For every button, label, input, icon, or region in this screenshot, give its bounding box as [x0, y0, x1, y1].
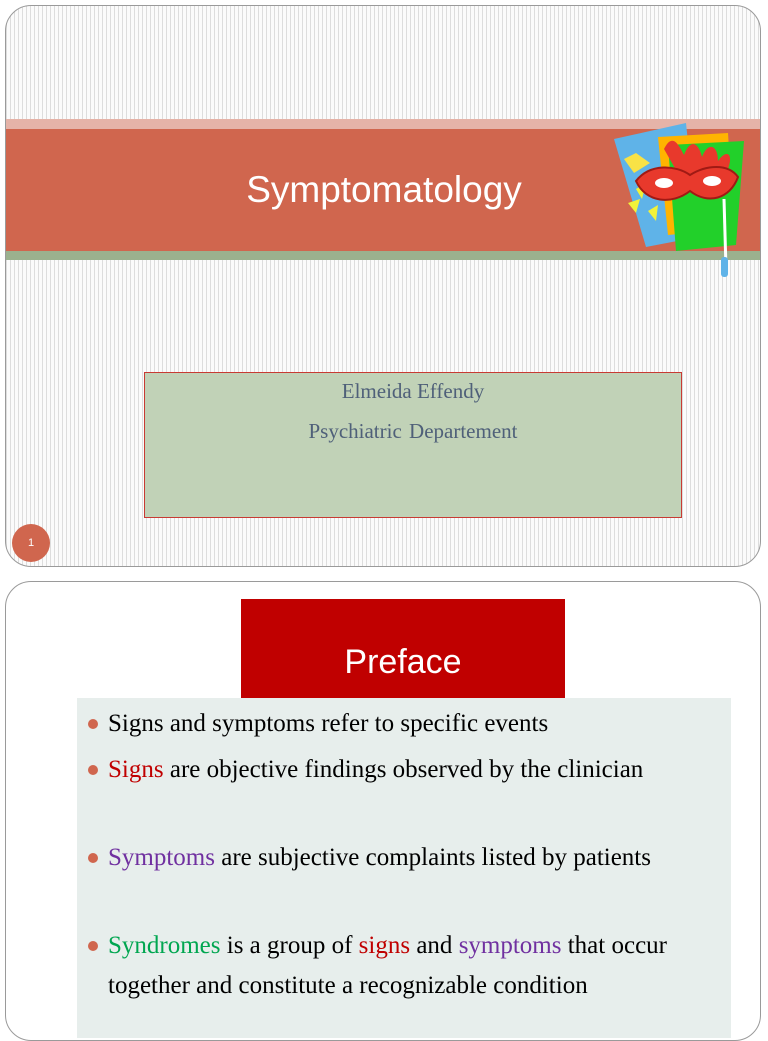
- bullet-content-box: [77, 698, 731, 1038]
- subtitle-box: [144, 372, 682, 518]
- preface-slide: [5, 581, 761, 1041]
- term-syndromes: Syndromes: [108, 932, 221, 959]
- preface-title: Preface: [241, 599, 565, 699]
- bullet-text: is a group of: [220, 932, 359, 959]
- bullet-dot-icon: [88, 853, 98, 863]
- term-symptoms: symptoms: [458, 932, 562, 959]
- bullet-dot-icon: [88, 765, 98, 775]
- bullet-item: [108, 838, 708, 878]
- bullet-item: [108, 926, 708, 1006]
- department-name: Psychiatric Departement: [308, 419, 518, 443]
- bullet-text: that occur together and constitute a recognizable condition: [108, 932, 667, 999]
- title-slide: [5, 5, 761, 567]
- bullet-dot-icon: [88, 719, 98, 729]
- carnival-mask-icon: [606, 119, 752, 281]
- bullet-dot-icon: [88, 941, 98, 951]
- bullet-item: [108, 750, 708, 790]
- bullet-text: and: [410, 932, 459, 959]
- bullet-text: are objective findings observed by the clinician: [163, 756, 644, 783]
- term-signs: Signs: [108, 756, 164, 783]
- bullet-text: Signs and symptoms refer to specific events: [108, 710, 549, 737]
- slide-number-badge: 1: [12, 524, 50, 562]
- term-signs: signs: [358, 932, 411, 959]
- bullet-text: are subjective complaints listed by patients: [214, 844, 651, 871]
- author-name: Elmeida Effendy: [341, 379, 485, 403]
- bullet-item: [108, 704, 708, 744]
- slide-title: Symptomatology: [246, 169, 522, 210]
- term-symptoms: Symptoms: [108, 844, 215, 871]
